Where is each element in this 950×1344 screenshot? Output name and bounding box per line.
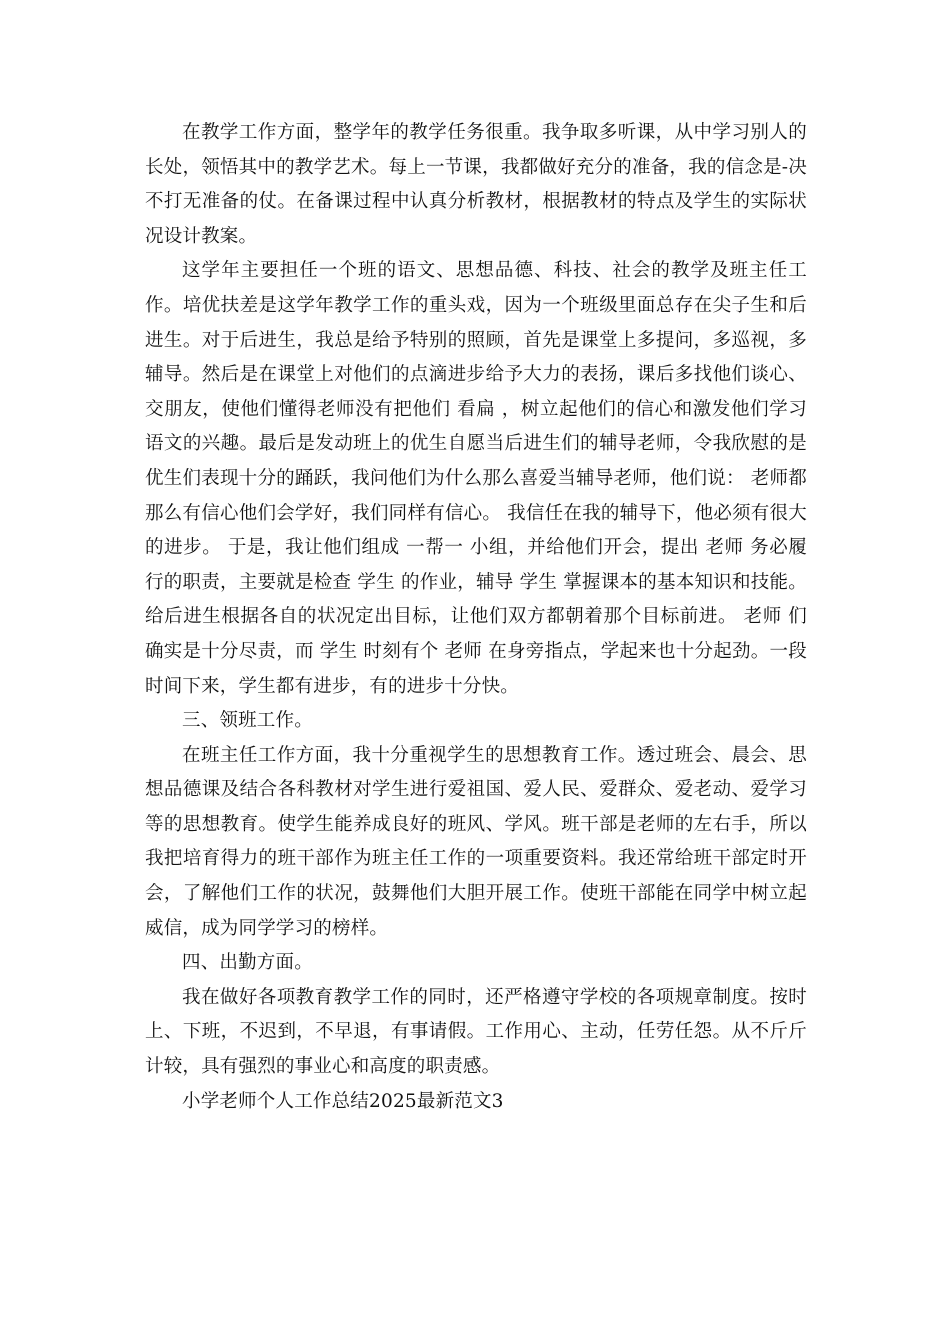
section-heading-attendance: 四、出勤方面。: [182, 952, 313, 974]
section-heading-class-leading: 三、领班工作。: [182, 710, 313, 732]
section-heading-next-article: 小学老师个人工作总结2025最新范文3: [182, 1090, 504, 1112]
paragraph-teaching-work: 在教学工作方面，整学年的教学任务很重。我争取多听课，从中学习别人的长处，领悟其中的教学艺术。每上一节课，我都做好充分的准备，我的信念是-决不打无准备的仗。在备课过程中认真分析教材，根据教材的特点及学生的实际状况设计教案。: [145, 122, 807, 247]
paragraph-head-teacher-work: 在班主任工作方面，我十分重视学生的思想教育工作。透过班会、晨会、思想品德课及结合各科教材对学生进行爱祖国、爱人民、爱群众、爱老动、爱学习等的思想教育。使学生能养成良好的班风、学风。班干部是老师的左右手，所以我把培育得力的班干部作为班主任工作的一项重要资料。我还常给班干部定时开会，了解他们工作的状况，鼓舞他们大胆开展工作。使班干部能在同学中树立起威信，成为同学学习的榜样。: [145, 744, 807, 939]
paragraph-attendance: 我在做好各项教育教学工作的同时，还严格遵守学校的各项规章制度。按时上、下班，不迟到，不早退，有事请假。工作用心、主动，任劳任怨。从不斤斤计较，具有强烈的事业心和高度的职责感。: [145, 986, 807, 1078]
paragraph-class-duties: 这学年主要担任一个班的语文、思想品德、科技、社会的教学及班主任工作。培优扶差是这学年教学工作的重头戏，因为一个班级里面总存在尖子生和后进生。对于后进生，我总是给予特别的照顾，首先是课堂上多提问，多巡视，多辅导。然后是在课堂上对他们的点滴进步给予大力的表扬，课后多找他们谈心、交朋友，使他们懂得老师没有把他们 看扁 ，树立起他们的信心和激发他们学习语文的兴趣。最后是发动班上的优生自愿当后进生们的辅导老师，令我欣慰的是优生们表现十分的踊跃，我问他们为什么那么喜爱当辅导老师，他们说： 老师都那么有信心他们会学好，我们同样有信心。 我信任在我的辅导下，他必须有很大的进步。 于是，我让他们组成 一帮一 小组，并给他们开会，提出 老师 务必履行的职责，主要就是检查 学生 的作业，辅导 学生 掌握课本的基本知识和技能。给后进生根据各自的状况定出目标，让他们双方都朝着那个目标前进。 老师 们确实是十分尽责，而 学生 时刻有个 老师 在身旁指点，学起来也十分起劲。一段时间下来，学生都有进步，有的进步十分快。: [145, 260, 807, 697]
document-body: [145, 116, 807, 1119]
